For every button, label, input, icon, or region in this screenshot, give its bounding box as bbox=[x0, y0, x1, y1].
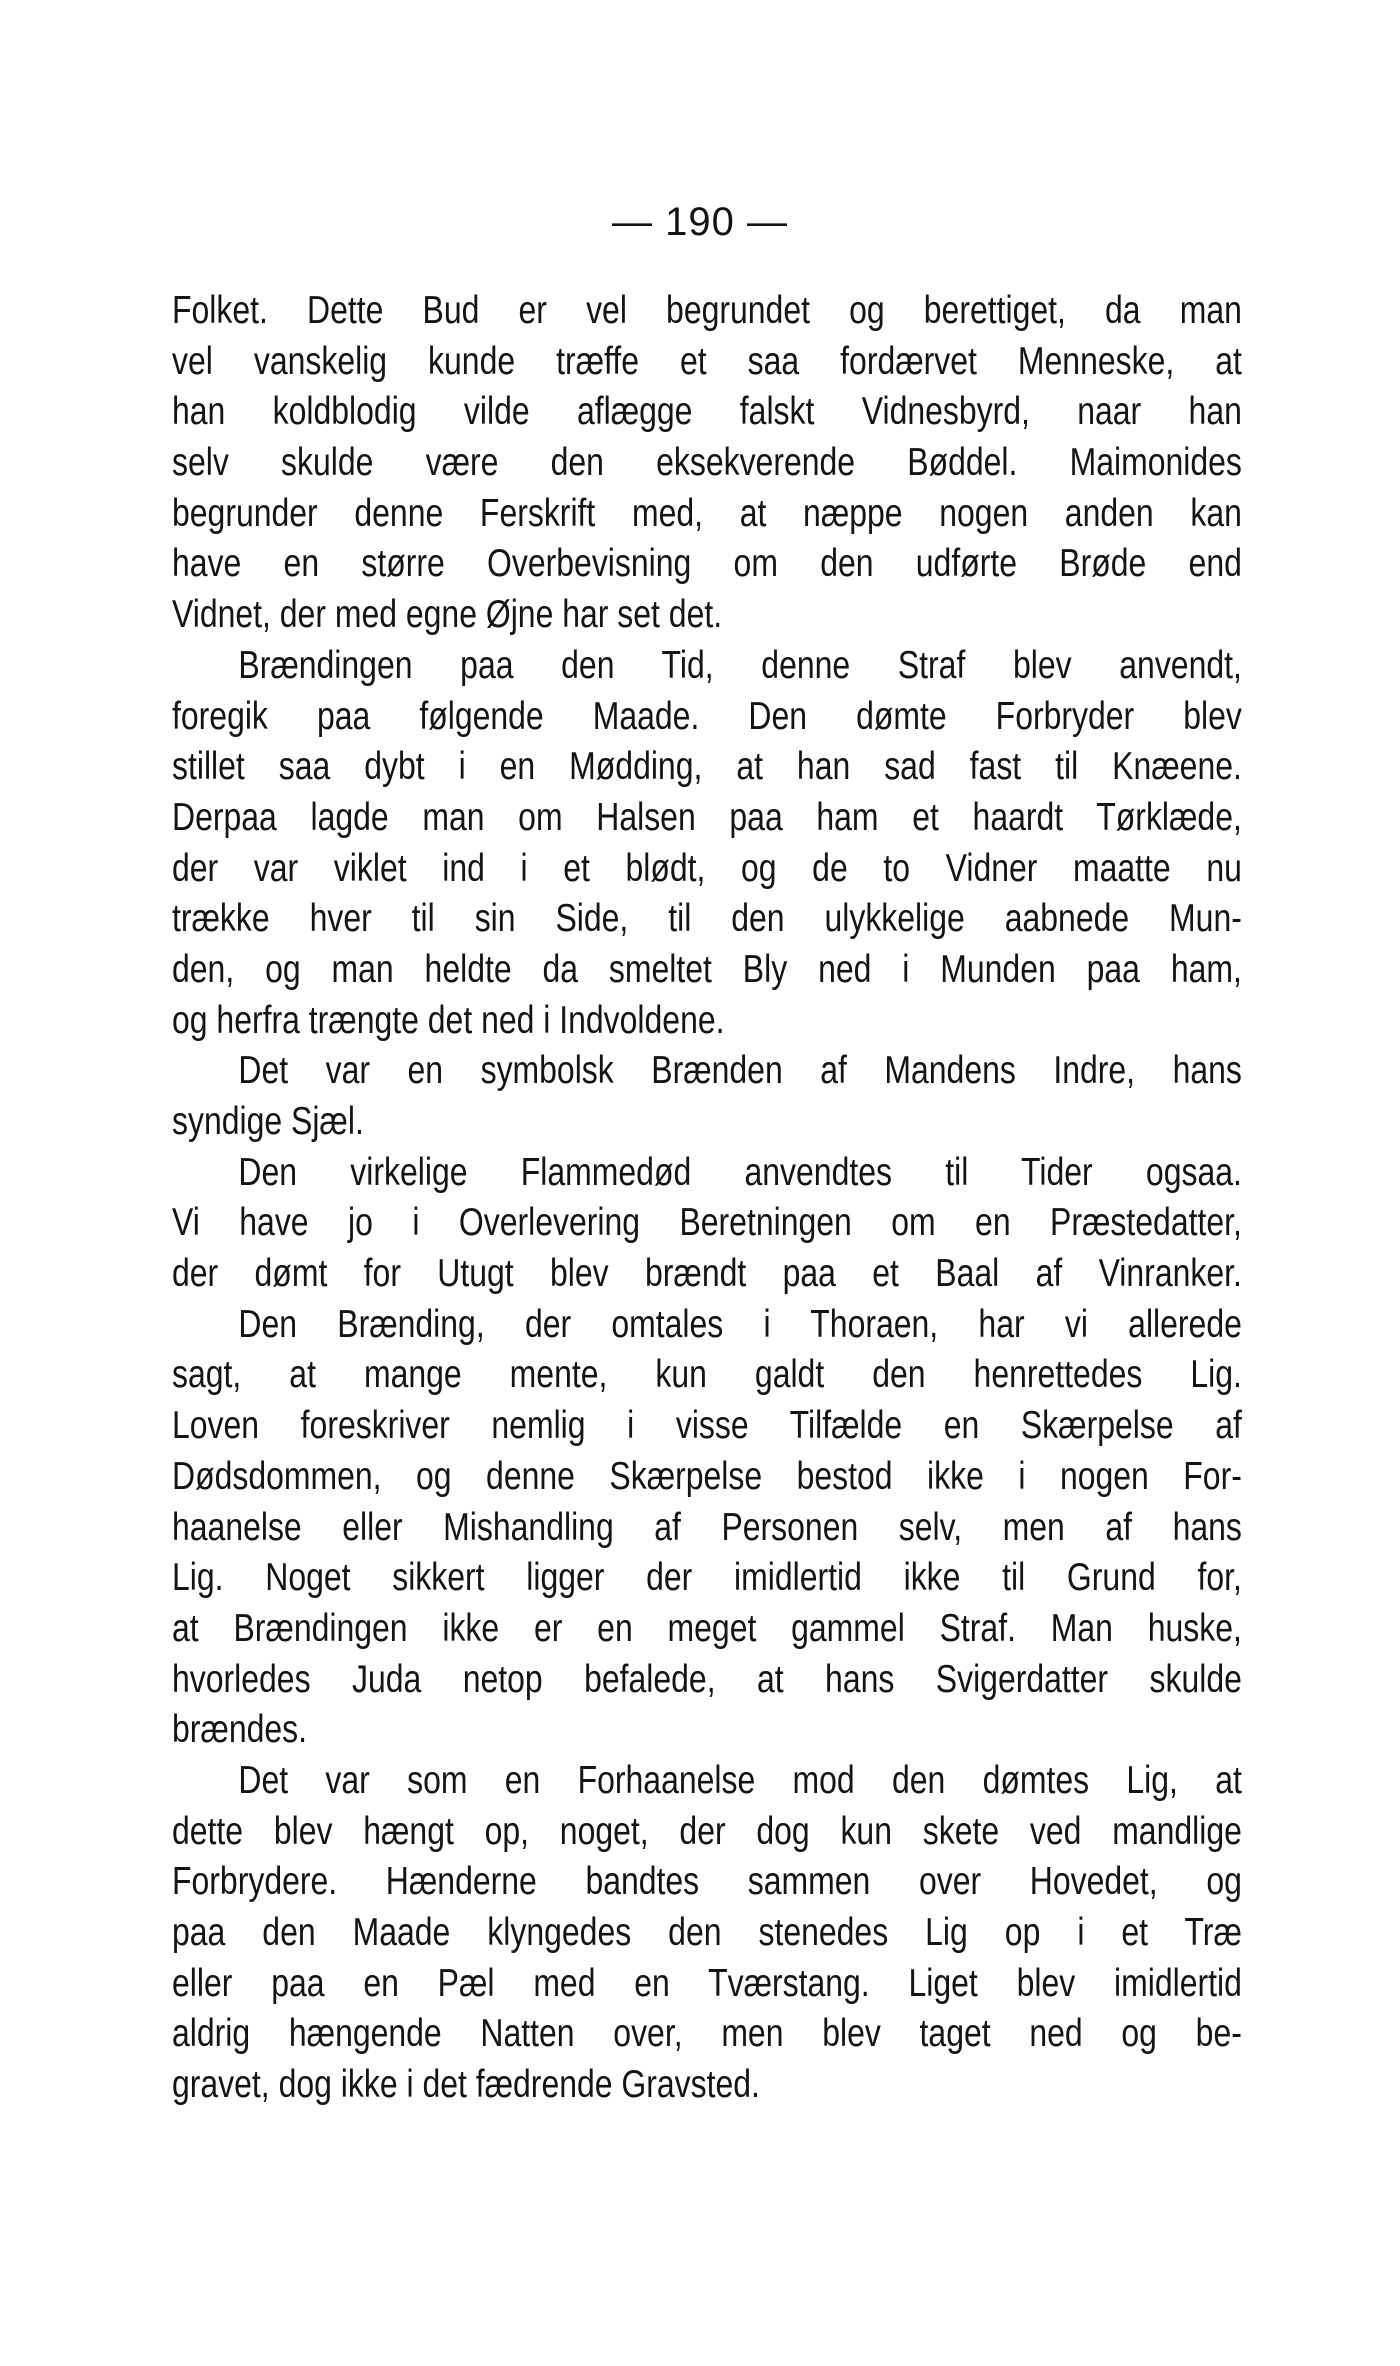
text-line: Den Brænding, der omtales i Thoraen, har vi allerede bbox=[238, 1302, 1242, 1346]
text-line: Folket. Dette Bud er vel begrundet og berettiget, da man bbox=[172, 289, 1242, 332]
text-line: Lig. Noget sikkert ligger der imidlertid ikke til Grund for, bbox=[172, 1556, 1242, 1600]
text-line: paa den Maade klyngedes den stenedes Lig op i et Træ bbox=[172, 1911, 1242, 1954]
text-line: have en større Overbevisning om den udførte Brøde end bbox=[172, 542, 1242, 586]
text-line: begrunder denne Ferskrift med, at næppe nogen anden kan bbox=[172, 491, 1242, 535]
text-line: Det var som en Forhaanelse mod den dømtes Lig, at bbox=[238, 1758, 1242, 1802]
text-line: og herfra trængte det ned i Indvoldene. bbox=[172, 998, 725, 1042]
text-line: vel vanskelig kunde træffe et saa fordærvet Menneske, at bbox=[172, 339, 1242, 383]
text-line: haanelse eller Mishandling af Personen selv, men af hans bbox=[172, 1505, 1242, 1549]
text-line: han koldblodig vilde aflægge falskt Vidnesbyrd, naar han bbox=[172, 390, 1242, 434]
page-number: — 190 — bbox=[612, 200, 788, 244]
text-line: brændes. bbox=[172, 1708, 308, 1752]
text-line: Vi have jo i Overlevering Beretningen om en Præstedatter, bbox=[172, 1201, 1242, 1245]
text-line: aldrig hængende Natten over, men blev taget ned og be- bbox=[172, 2012, 1242, 2056]
text-line: Dødsdommen, og denne Skærpelse bestod ikke i nogen For- bbox=[172, 1454, 1242, 1498]
text-line: selv skulde være den eksekverende Bøddel. Maimonides bbox=[172, 441, 1242, 485]
text-line: stillet saa dybt i en Mødding, at han sad fast til Knæene. bbox=[172, 745, 1242, 789]
text-line: Derpaa lagde man om Halsen paa ham et haardt Tørklæde, bbox=[172, 795, 1242, 839]
body-text bbox=[172, 286, 1242, 2111]
text-line: trække hver til sin Side, til den ulykkelige aabnede Mun- bbox=[172, 897, 1242, 941]
text-line: Brændingen paa den Tid, denne Straf blev anvendt, bbox=[238, 643, 1242, 687]
text-line: Den virkelige Flammedød anvendtes til Tider ogsaa. bbox=[238, 1150, 1242, 1194]
text-line: Forbrydere. Hænderne bandtes sammen over Hovedet, og bbox=[172, 1860, 1242, 1904]
text-line: der dømt for Utugt blev brændt paa et Baal af Vinranker. bbox=[172, 1252, 1242, 1296]
text-line: eller paa en Pæl med en Tværstang. Liget blev imidlertid bbox=[172, 1961, 1242, 2005]
text-line: dette blev hængt op, noget, der dog kun skete ved mandlige bbox=[172, 1809, 1242, 1853]
text-line: Loven foreskriver nemlig i visse Tilfælde en Skærpelse af bbox=[172, 1404, 1242, 1448]
text-line: gravet, dog ikke i det fædrende Gravsted. bbox=[172, 2063, 760, 2107]
text-line: Det var en symbolsk Brænden af Mandens Indre, hans bbox=[238, 1049, 1242, 1093]
text-line: syndige Sjæl. bbox=[172, 1100, 364, 1143]
text-line: hvorledes Juda netop befalede, at hans Svigerdatter skulde bbox=[172, 1657, 1242, 1701]
text-line: at Brændingen ikke er en meget gammel Straf. Man huske, bbox=[172, 1606, 1242, 1650]
text-line: den, og man heldte da smeltet Bly ned i Munden paa ham, bbox=[172, 947, 1242, 991]
text-line: foregik paa følgende Maade. Den dømte Forbryder blev bbox=[172, 694, 1242, 738]
text-line: Vidnet, der med egne Øjne har set det. bbox=[172, 593, 723, 637]
text-line: sagt, at mange mente, kun galdt den henrettedes Lig. bbox=[172, 1353, 1242, 1397]
text-line: der var viklet ind i et blødt, og de to Vidner maatte nu bbox=[172, 846, 1242, 890]
